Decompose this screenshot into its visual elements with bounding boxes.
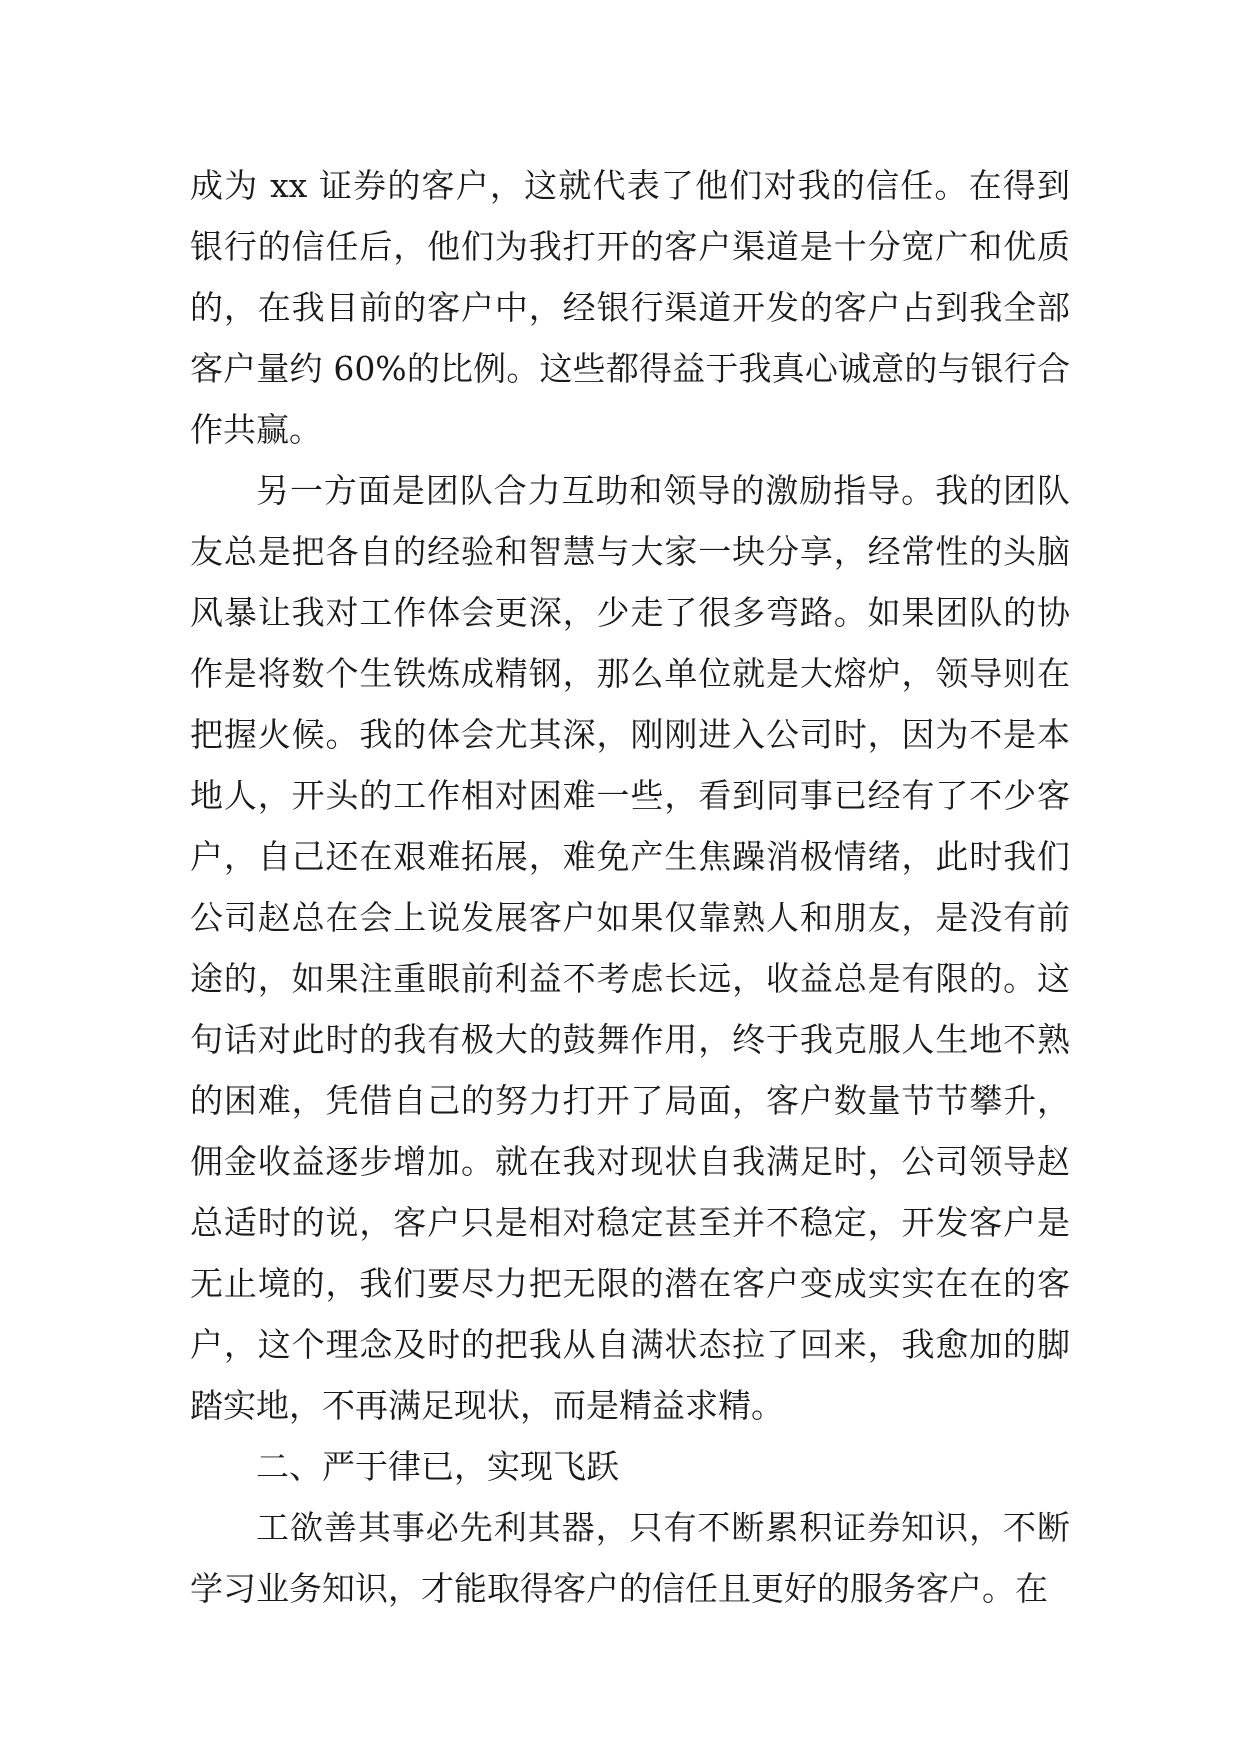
- text-line: 风暴让我对工作体会更深，少走了很多弯路。如果团队的协: [190, 593, 1070, 632]
- paragraph: [190, 1497, 1070, 1619]
- text-line: 另一方面是团队合力互助和领导的激励指导。我的团队: [256, 471, 1070, 510]
- text-line: 无止境的，我们要尽力把无限的潜在客户变成实实在在的客: [190, 1264, 1070, 1303]
- text-line: 户，这个理念及时的把我从自满状态拉了回来，我愈加的脚: [190, 1325, 1070, 1364]
- text-line: 工欲善其事必先利其器，只有不断累积证券知识，不断: [256, 1508, 1070, 1547]
- text-line: 友总是把各自的经验和智慧与大家一块分享，经常性的头脑: [190, 532, 1070, 571]
- text-line: 银行的信任后，他们为我打开的客户渠道是十分宽广和优质: [190, 227, 1070, 266]
- text-line: 的困难，凭借自己的努力打开了局面，客户数量节节攀升，: [190, 1081, 1070, 1120]
- text-line: 作是将数个生铁炼成精钢，那么单位就是大熔炉，领导则在: [190, 654, 1070, 693]
- text-line: 佣金收益逐步增加。就在我对现状自我满足时，公司领导赵: [190, 1142, 1070, 1181]
- text-line: 地人，开头的工作相对困难一些，看到同事已经有了不少客: [190, 776, 1070, 815]
- section-heading: [190, 1436, 1070, 1497]
- text-line: 二、严于律已，实现飞跃: [256, 1447, 619, 1486]
- paragraph: [190, 155, 1070, 460]
- text-line: 途的，如果注重眼前利益不考虑长远，收益总是有限的。这: [190, 959, 1070, 998]
- text-line: 句话对此时的我有极大的鼓舞作用，终于我克服人生地不熟: [190, 1020, 1070, 1059]
- text-line: 作共赢。: [190, 410, 322, 449]
- text-line: 的，在我目前的客户中，经银行渠道开发的客户占到我全部: [190, 288, 1070, 327]
- text-line: 成为 xx 证券的客户，这就代表了他们对我的信任。在得到: [190, 166, 1070, 205]
- text-line: 户，自己还在艰难拓展，难免产生焦躁消极情绪，此时我们: [190, 837, 1070, 876]
- text-line: 踏实地，不再满足现状，而是精益求精。: [190, 1386, 784, 1425]
- paragraph: [190, 460, 1070, 1436]
- text-line: 公司赵总在会上说发展客户如果仅靠熟人和朋友，是没有前: [190, 898, 1070, 937]
- text-line: 客户量约 60%的比例。这些都得益于我真心诚意的与银行合: [190, 349, 1070, 388]
- document-body: [190, 155, 1070, 1619]
- text-line: 学习业务知识，才能取得客户的信任且更好的服务客户。在: [190, 1569, 1048, 1608]
- text-line: 总适时的说，客户只是相对稳定甚至并不稳定，开发客户是: [190, 1203, 1070, 1242]
- text-line: 把握火候。我的体会尤其深，刚刚进入公司时，因为不是本: [190, 715, 1070, 754]
